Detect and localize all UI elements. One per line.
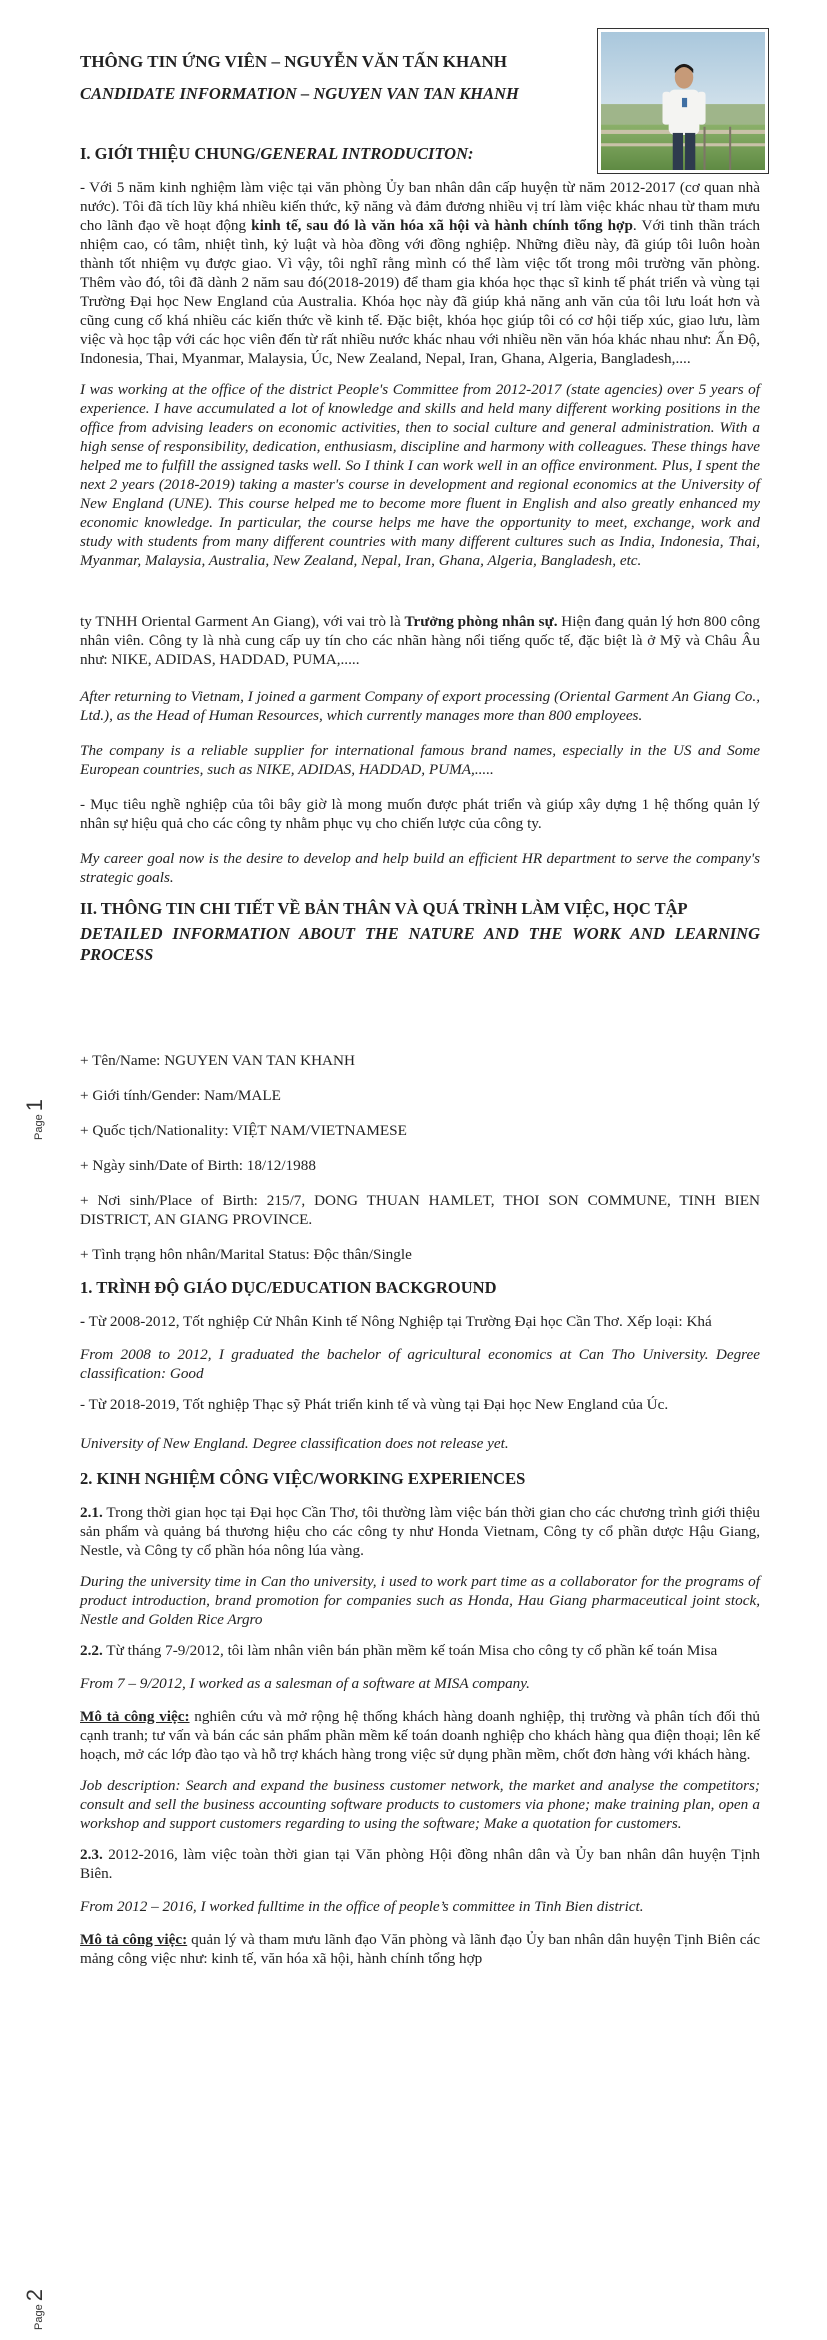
personal-gender: + Giới tính/Gender: Nam/MALE [80, 1087, 281, 1104]
document-content [80, 52, 760, 1968]
experience-2-description-text: nghiên cứu và mở rộng hệ thống khách hàng doanh nghiệp, thị trường và phân tích đối thủ cạnh tranh; tư vấn và bán các sản phẩm phần mềm kế toán doanh nghiệp cho khách hàng qua điện thoại; lên kế hoạch, mở các lớp đào tạo và hỗ trợ khách hàng trong việc sử dụng phần mềm, chốt đơn hàng với khách hàng. [80, 1708, 761, 1763]
title-vn: THÔNG TIN ỨNG VIÊN – NGUYỄN VĂN TẤN KHANH [80, 52, 507, 71]
experience-1-vn [80, 1503, 760, 1560]
experience-heading: 2. KINH NGHIỆM CÔNG VIỆC/WORKING EXPERIENCES [80, 1469, 526, 1488]
experience-3-text: 2012-2016, làm việc toàn thời gian tại Văn phòng Hội đồng nhân dân và Ủy ban nhân dân huyện Tịnh Biên. [80, 1846, 760, 1882]
experience-2-description-vn [80, 1707, 760, 1764]
company-vn-part2: Hiện đang quản lý hơn 800 công nhân viên. Công ty là nhà cung cấp uy tín cho các nhãn hàng nổi tiếng quốc tế, đặc biệt là ở Mỹ và Châu Âu như: NIKE, ADIDAS, HADDAD, PUMA,..... [80, 613, 760, 668]
personal-marital-status: + Tình trạng hôn nhân/Marital Status: Độc thân/Single [80, 1246, 412, 1263]
experience-3-description-text: quản lý và tham mưu lãnh đạo Văn phòng và lãnh đạo Ủy ban nhân dân huyện Tịnh Biên các mảng công việc như: kinh tế, văn hóa xã hội, hành chính tổng hợp [80, 1931, 760, 1967]
experience-2-text: Từ tháng 7-9/2012, tôi làm nhân viên bán phần mềm kế toán Misa cho công ty cổ phần kế toán Misa [102, 1642, 718, 1659]
page-word-1: Page [33, 1114, 45, 1140]
experience-3-en: From 2012 – 2016, I worked fulltime in the office of people’s committee in Tinh Bien district. [80, 1898, 644, 1915]
personal-nationality: + Quốc tịch/Nationality: VIỆT NAM/VIETNAMESE [80, 1122, 407, 1139]
education-item1-text: Từ 2008-2012, Tốt nghiệp Cử Nhân Kinh tế Nông Nghiệp tại Trường Đại học Cần Thơ. Xếp loại: Khá [85, 1313, 712, 1330]
page-number-2 [22, 2289, 48, 2330]
experience-1-text: Trong thời gian học tại Đại học Cần Thơ, tôi thường làm việc bán thời gian cho các chương trình giới thiệu sản phẩm và quảng bá thương hiệu cho các công ty như Honda Vietnam, Công ty cổ phần dược Hậu Giang, Nestle, và Công ty cổ phần hóa nông lúa vàng. [80, 1504, 760, 1559]
company-paragraph-vn [80, 612, 760, 669]
experience-2-number: 2.2. [80, 1642, 103, 1659]
section1-heading-vn: I. GIỚI THIỆU CHUNG/ [80, 144, 261, 163]
personal-info-list [80, 1051, 760, 1264]
company-vn-bold: Trưởng phòng nhân sự. [404, 613, 558, 630]
experience-2-description-label: Mô tả công việc: [80, 1708, 190, 1725]
company-vn-part1: ty TNHH Oriental Garment An Giang), với vai trò là [80, 613, 405, 630]
company-paragraph-en-1: After returning to Vietnam, I joined a garment Company of export processing (Oriental Garment An Giang Co., Ltd.), as the Head of Human Resources, which currently manages more than 800 employees. [80, 688, 760, 724]
goal-paragraph-vn: - Mục tiêu nghề nghiệp của tôi bây giờ là mong muốn được phát triển và giúp xây dựng 1 hệ thống quản lý nhân sự hiệu quả cho các công ty nhằm phục vụ cho chiến lược của công ty. [80, 796, 760, 832]
section1-heading-en: GENERAL INTRODUCITON: [260, 144, 474, 163]
experience-2-description-en: Job description: Search and expand the business customer network, the market and analyse the competitors; consult and sell the business accounting software products to customers via phone; make training plan, open a workshop and support customers regarding to using the software; Make a quotation for customers. [80, 1777, 760, 1832]
company-paragraph-en-2: The company is a reliable supplier for international famous brand names, especially in the US and Some European countries, such as NIKE, ADIDAS, HADDAD, PUMA,..... [80, 742, 760, 778]
page-digit-1: 1 [22, 1099, 47, 1112]
experience-2-en: From 7 – 9/2012, I worked as a salesman of a software at MISA company. [80, 1675, 530, 1692]
section2-heading-en: DETAILED INFORMATION ABOUT THE NATURE AND THE WORK AND LEARNING PROCESS [80, 924, 760, 964]
experience-3-description-label: Mô tả công việc: [80, 1931, 188, 1948]
section1-heading [80, 144, 760, 164]
education-item2-vn: - Từ 2018-2019, Tốt nghiệp Thạc sỹ Phát triển kinh tế và vùng tại Đại học New England của Úc. [80, 1396, 669, 1413]
experience-1-en: During the university time in Can tho university, i used to work part time as a collaborator for the programs of product introduction, brand promotion for companies such as Honda, Hau Giang pharmaceutical joint stock, Nestle and Golden Rice Argro [80, 1573, 760, 1628]
experience-1-number: 2.1. [80, 1504, 103, 1521]
title-en: CANDIDATE INFORMATION – NGUYEN VAN TAN KHANH [80, 84, 519, 103]
intro-vn-part1: - Với 5 năm kinh nghiệm làm việc tại văn phòng Ủy ban nhân dân cấp huyện từ năm 2012-2017 (cơ quan nhà nước). Tôi đã tích lũy khá nhiều kiến thức, kỹ năng và đảm đương nhiều vị trí làm việc khác nhau từ tham mưu cho lãnh đạo về hoạt động [80, 179, 760, 234]
personal-dob: + Ngày sinh/Date of Birth: 18/12/1988 [80, 1157, 316, 1174]
education-item2-en: University of New England. Degree classification does not release yet. [80, 1435, 509, 1452]
section2-heading-vn: II. THÔNG TIN CHI TIẾT VỀ BẢN THÂN VÀ QUÁ TRÌNH LÀM VIỆC, HỌC TẬP [80, 899, 688, 918]
page-word-2: Page [33, 2304, 45, 2330]
page-digit-2: 2 [22, 2289, 47, 2302]
education-heading: 1. TRÌNH ĐỘ GIÁO DỤC/EDUCATION BACKGROUND [80, 1278, 497, 1297]
personal-birthplace: + Nơi sinh/Place of Birth: 215/7, DONG THUAN HAMLET, THOI SON COMMUNE, TINH BIEN DISTRICT, AN GIANG PROVINCE. [80, 1192, 760, 1228]
intro-paragraph-en: I was working at the office of the district People's Committee from 2012-2017 (state agencies) over 5 years of experience. I have accumulated a lot of knowledge and skills and held many different working positions in the office from advising leaders on economic activities, then to social culture and general administration. With a high sense of responsibility, dedication, enthusiasm, discipline and harmony with colleagues. These things have helped me to fulfill the assigned tasks well. So I think I can work well in an office environment. Plus, I spent the next 2 years (2018-2019) taking a master's course in development and regional economics at the University of New England (UNE). This course helped me to become more fluent in English and also greatly enhanced my economic knowledge. In particular, the course helps me have the opportunity to meet, exchange, work and study with students from many different countries with many different cultures such as India, Indonesia, Thai, Myanmar, Malaysia, Australia, New Zealand, Nepal, Iran, Ghana, Algeria, Bangladesh, etc. [80, 381, 760, 569]
personal-name: + Tên/Name: NGUYEN VAN TAN KHANH [80, 1052, 355, 1069]
education-item1-vn [80, 1312, 760, 1331]
page-number-1 [22, 1099, 48, 1140]
experience-3-description-vn [80, 1930, 760, 1968]
experience-3-number: 2.3. [80, 1846, 103, 1863]
experience-2-vn [80, 1641, 760, 1660]
education-item1-en: From 2008 to 2012, I graduated the bachelor of agricultural economics at Can Tho University. Degree classification: Good [80, 1346, 760, 1382]
education-item1-dash: - [80, 1313, 86, 1330]
intro-paragraph-vn [80, 178, 760, 368]
goal-paragraph-en: My career goal now is the desire to develop and help build an efficient HR department to serve the company's strategic goals. [80, 850, 760, 886]
experience-3-vn [80, 1845, 760, 1883]
intro-vn-part2: . Với tinh thần trách nhiệm cao, có tâm, nhiệt tình, kỷ luật và hòa đồng với đồng nghiệp. Những điều này, đã giúp tôi luôn hoàn thành tốt nhiệm vụ được giao. Vì vậy, tôi nghĩ rằng mình có thể làm việc tốt trong môi trường văn phòng. Thêm vào đó, tôi đã dành 2 năm sau đó(2018-2019) để tham gia khóa học thạc sĩ kinh tế phát triển và vùng tại Trường Đại học New England của Australia. Khóa học này đã giúp khả năng anh văn của tôi lưu loát hơn và cũng cung cố khá nhiều các kiến thức về kinh tế. Đặc biệt, khóa học giúp tôi có cơ hội tiếp xúc, giao lưu, làm việc và học tập với các học viên đến từ rất nhiều nước khác nhau với nhiều nền văn hóa khác nhau như: Ấn Độ, Indonesia, Thai, Myanmar, Malaysia, Úc, New Zealand, Nepal, Iran, Ghana, Algeria, Bangladesh,.... [80, 217, 760, 367]
intro-vn-bold: kinh tế, sau đó là văn hóa xã hội và hành chính tổng hợp [251, 217, 633, 234]
